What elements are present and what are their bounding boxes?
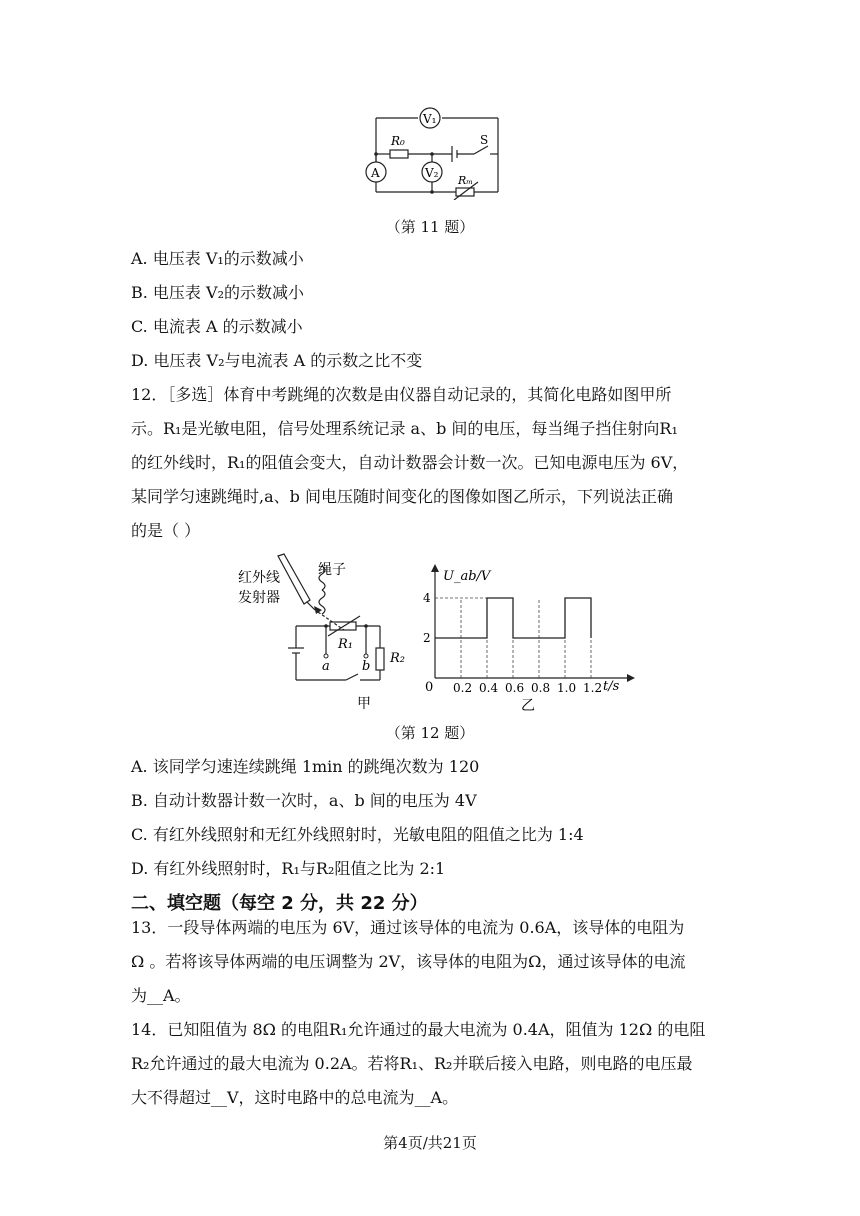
point-b-label: b bbox=[362, 659, 371, 674]
q11-option-b: B. 电压表 V₂的示数减小 bbox=[131, 283, 304, 302]
y-tick-label-0: 2 bbox=[423, 631, 431, 645]
emitter-label-line-1: 红外线 bbox=[238, 570, 280, 586]
q13-line-1: 13．一段导体两端的电压为 6V，通过该导体的电流为 0.6A，该导体的电阻为 bbox=[131, 918, 685, 937]
q12-option-a: A. 该同学匀速连续跳绳 1min 的跳绳次数为 120 bbox=[131, 757, 480, 776]
q12-stem-line-3: 的红外线时，R₁的阻值会变大，自动计数器会计数一次。已知电源电压为 6V， bbox=[131, 453, 689, 472]
figure-12-caption: （第 12 题） bbox=[385, 724, 475, 742]
voltmeter-v2-label: V₂ bbox=[425, 166, 439, 180]
q11-option-a: A. 电压表 V₁的示数减小 bbox=[131, 249, 304, 268]
q12-option-c: C. 有红外线照射和无红外线照射时，光敏电阻的阻值之比为 1:4 bbox=[131, 825, 584, 844]
figure-11-caption: （第 11 题） bbox=[385, 218, 475, 236]
rheostat-rm-label: Rₘ bbox=[458, 174, 474, 187]
q13-line-2: Ω 。若将该导体两端的电压调整为 2V，该导体的电阻为Ω，通过该导体的电流 bbox=[131, 952, 686, 971]
x-tick-label-3: 0.8 bbox=[531, 681, 551, 695]
voltmeter-v1-label: V₁ bbox=[423, 112, 437, 126]
q12-option-b: B. 自动计数器计数一次时，a、b 间的电压为 4V bbox=[131, 791, 477, 810]
r2-label: R₂ bbox=[390, 651, 405, 666]
voltage-time-chart bbox=[415, 560, 645, 718]
q14-line-1: 14．已知阻值为 8Ω 的电阻R₁允许通过的最大电流为 0.4A，阻值为 12Ω 的电阻 bbox=[131, 1020, 706, 1039]
q13-line-3: 为__A。 bbox=[131, 986, 191, 1005]
x-tick-label-0: 0.2 bbox=[453, 681, 473, 695]
x-tick-label-2: 0.6 bbox=[505, 681, 525, 695]
y-tick-label-1: 4 bbox=[423, 591, 431, 605]
section-2-heading: 二、填空题（每空 2 分，共 22 分） bbox=[131, 893, 428, 914]
resistor-r0-label: R₀ bbox=[391, 134, 405, 148]
q12-stem-line-4: 某同学匀速跳绳时,a、b 间电压随时间变化的图像如图乙所示，下列说法正确 bbox=[131, 487, 673, 506]
x-tick-label-4: 1.0 bbox=[557, 681, 577, 695]
circuit-diagram-q12-jia bbox=[230, 552, 410, 717]
q14-line-3: 大不得超过__V，这时电路中的总电流为__A。 bbox=[131, 1088, 459, 1107]
x-axis-label: t/s bbox=[603, 679, 620, 694]
point-a-label: a bbox=[322, 659, 330, 674]
q12-stem-line-2: 示。R₁是光敏电阻，信号处理系统记录 a、b 间的电压，每当绳子挡住射向R₁ bbox=[131, 419, 678, 438]
r1-label: R₁ bbox=[338, 637, 353, 652]
figure-yi-label: 乙 bbox=[521, 698, 535, 714]
x-tick-label-5: 1.2 bbox=[583, 681, 603, 695]
q14-line-2: R₂允许通过的最大电流为 0.2A。若将R₁、R₂并联后接入电路，则电路的电压最 bbox=[131, 1054, 693, 1073]
q12-stem-line-5: 的是（ ） bbox=[131, 521, 201, 540]
q12-option-d: D. 有红外线照射时，R₁与R₂阻值之比为 2:1 bbox=[131, 859, 446, 878]
q11-option-c: C. 电流表 A 的示数减小 bbox=[131, 317, 303, 336]
switch-s-label: S bbox=[480, 133, 489, 147]
q12-stem-line-1: 12．［多选］体育中考跳绳的次数是由仪器自动记录的，其简化电路如图甲所 bbox=[131, 385, 672, 404]
origin-label: 0 bbox=[425, 680, 434, 695]
rope-label: 绳子 bbox=[318, 562, 346, 578]
y-axis-label: U_ab/V bbox=[443, 569, 491, 584]
series-line-0 bbox=[435, 598, 591, 638]
page-footer: 第4页/共21页 bbox=[383, 1134, 477, 1152]
q11-option-d: D. 电压表 V₂与电流表 A 的示数之比不变 bbox=[131, 351, 423, 370]
emitter-label-line-2: 发射器 bbox=[238, 590, 280, 606]
x-tick-label-1: 0.4 bbox=[479, 681, 499, 695]
circuit-diagram-q11 bbox=[360, 100, 510, 200]
ammeter-a-label: A bbox=[371, 166, 380, 180]
figure-jia-label: 甲 bbox=[357, 696, 371, 712]
